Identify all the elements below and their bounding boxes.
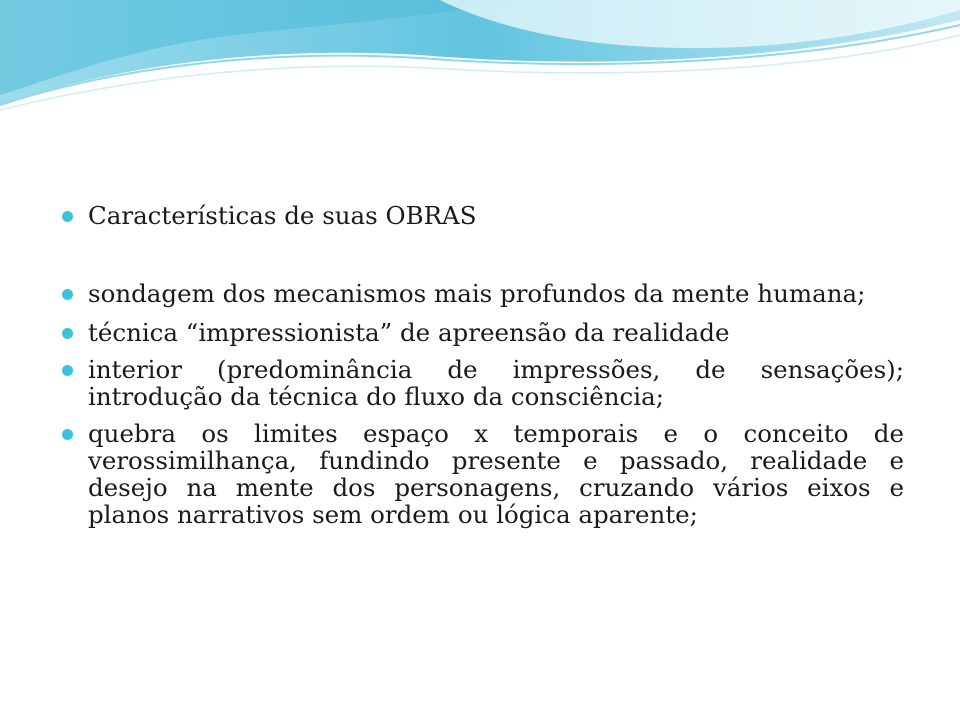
decorative-wave-header [0,0,960,120]
bullet-text: Características de suas OBRAS [88,201,477,230]
bullet-dot-icon [62,211,73,222]
bullet-dot-icon [62,289,73,300]
bullet-dot-icon [62,365,73,376]
bullet-dot-icon [62,429,73,440]
bullet-item [60,280,904,307]
bullet-item [60,420,904,528]
bullet-text: quebra os limites espaço x temporais e o conceito de verossimilhança, fundindo presente e passado, realidade e desejo na mente dos personagens, cruzando vários eixos e planos narrativos sem ordem ou lógica aparente; [88,419,904,529]
bullet-dot-icon [62,328,73,339]
bullet-item [60,356,904,410]
bullet-item [60,319,904,346]
bullet-text: técnica “impressionista” de apreensão da realidade [88,318,730,347]
bullet-text: sondagem dos mecanismos mais profundos da mente humana; [88,279,866,308]
bullet-list [60,202,904,528]
bullet-text: interior (predominância de impressões, de sensações); introdução da técnica do fluxo da consciência; [88,355,904,411]
bullet-item [60,202,904,229]
